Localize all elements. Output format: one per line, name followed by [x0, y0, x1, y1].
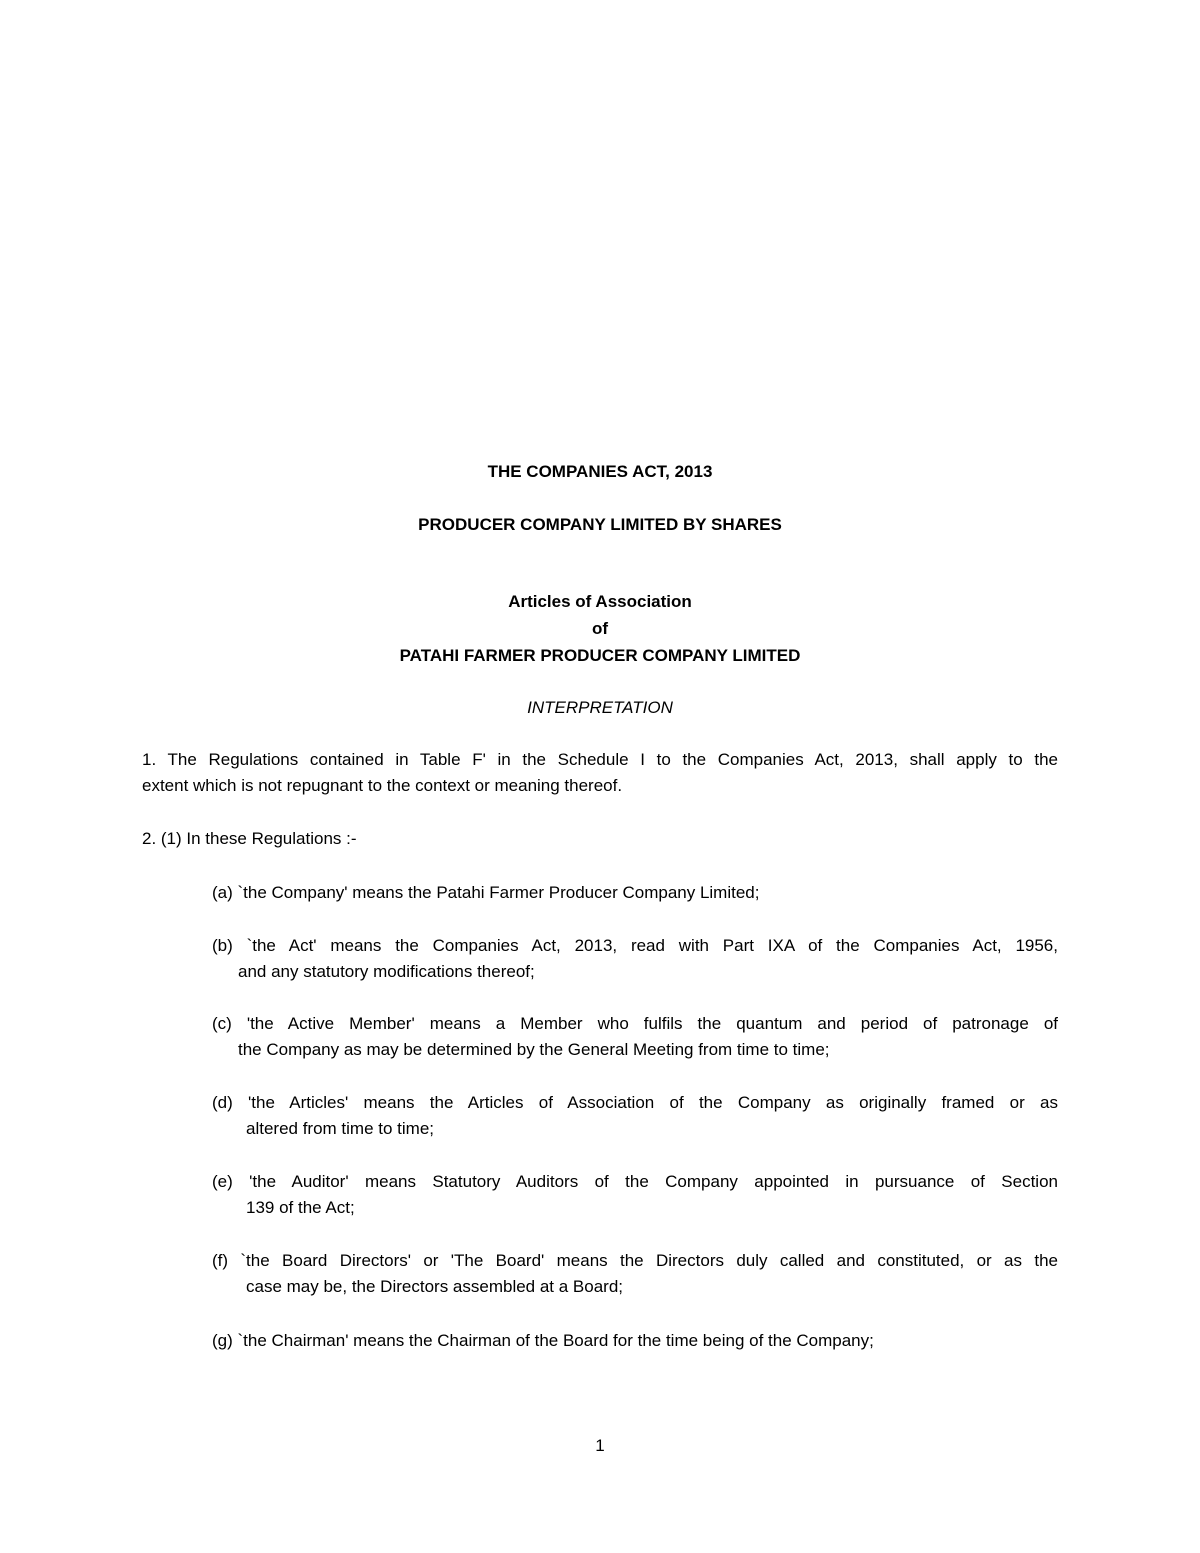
definition-c-line-2: the Company as may be determined by the General Meeting from time to time;: [238, 1040, 830, 1059]
definition-a: [212, 880, 1058, 906]
paragraph-2-intro-line: 2. (1) In these Regulations :-: [142, 829, 357, 848]
definition-c-line-1: (c) 'the Active Member' means a Member who fulfils the quantum and period of patronage of: [212, 1014, 1058, 1033]
definition-c: [212, 1011, 1058, 1063]
company-type-heading: PRODUCER COMPANY LIMITED BY SHARES: [418, 515, 782, 534]
definition-f: [212, 1248, 1058, 1300]
section-heading-interpretation: INTERPRETATION: [527, 698, 673, 717]
definition-d-line-2: altered from time to time;: [246, 1119, 435, 1138]
act-title: THE COMPANIES ACT, 2013: [487, 462, 713, 481]
paragraph-1: [142, 747, 1058, 799]
definition-e-line-1: (e) 'the Auditor' means Statutory Auditors of the Company appointed in pursuance of Section: [212, 1172, 1058, 1191]
definition-b: [212, 933, 1058, 985]
definition-b-line-1: (b) `the Act' means the Companies Act, 2013, read with Part IXA of the Companies Act, 1956,: [212, 936, 1058, 955]
definition-f-line-2: case may be, the Directors assembled at a Board;: [246, 1277, 624, 1296]
paragraph-1-line-1: 1. The Regulations contained in Table F' in the Schedule I to the Companies Act, 2013, shall apply to the: [142, 750, 1058, 769]
definition-d: [212, 1090, 1058, 1142]
company-name-heading: PATAHI FARMER PRODUCER COMPANY LIMITED: [399, 646, 801, 665]
definition-g-line-1: (g) `the Chairman' means the Chairman of the Board for the time being of the Company;: [212, 1331, 874, 1350]
definition-a-line-1: (a) `the Company' means the Patahi Farmer Producer Company Limited;: [212, 883, 760, 902]
definition-g: [212, 1328, 1058, 1354]
articles-heading: Articles of Association: [508, 592, 692, 611]
paragraph-1-line-2: extent which is not repugnant to the context or meaning thereof.: [142, 776, 623, 795]
definition-e-line-2: 139 of the Act;: [246, 1198, 355, 1217]
definition-d-line-1: (d) 'the Articles' means the Articles of Association of the Company as originally framed or as: [212, 1093, 1058, 1112]
definition-b-line-2: and any statutory modifications thereof;: [238, 962, 535, 981]
definition-f-line-1: (f) `the Board Directors' or 'The Board' means the Directors duly called and constituted, or as the: [212, 1251, 1058, 1270]
page-number: 1: [595, 1436, 605, 1455]
of-word: of: [591, 619, 609, 638]
paragraph-2-intro: [142, 826, 1058, 852]
definition-e: [212, 1169, 1058, 1221]
